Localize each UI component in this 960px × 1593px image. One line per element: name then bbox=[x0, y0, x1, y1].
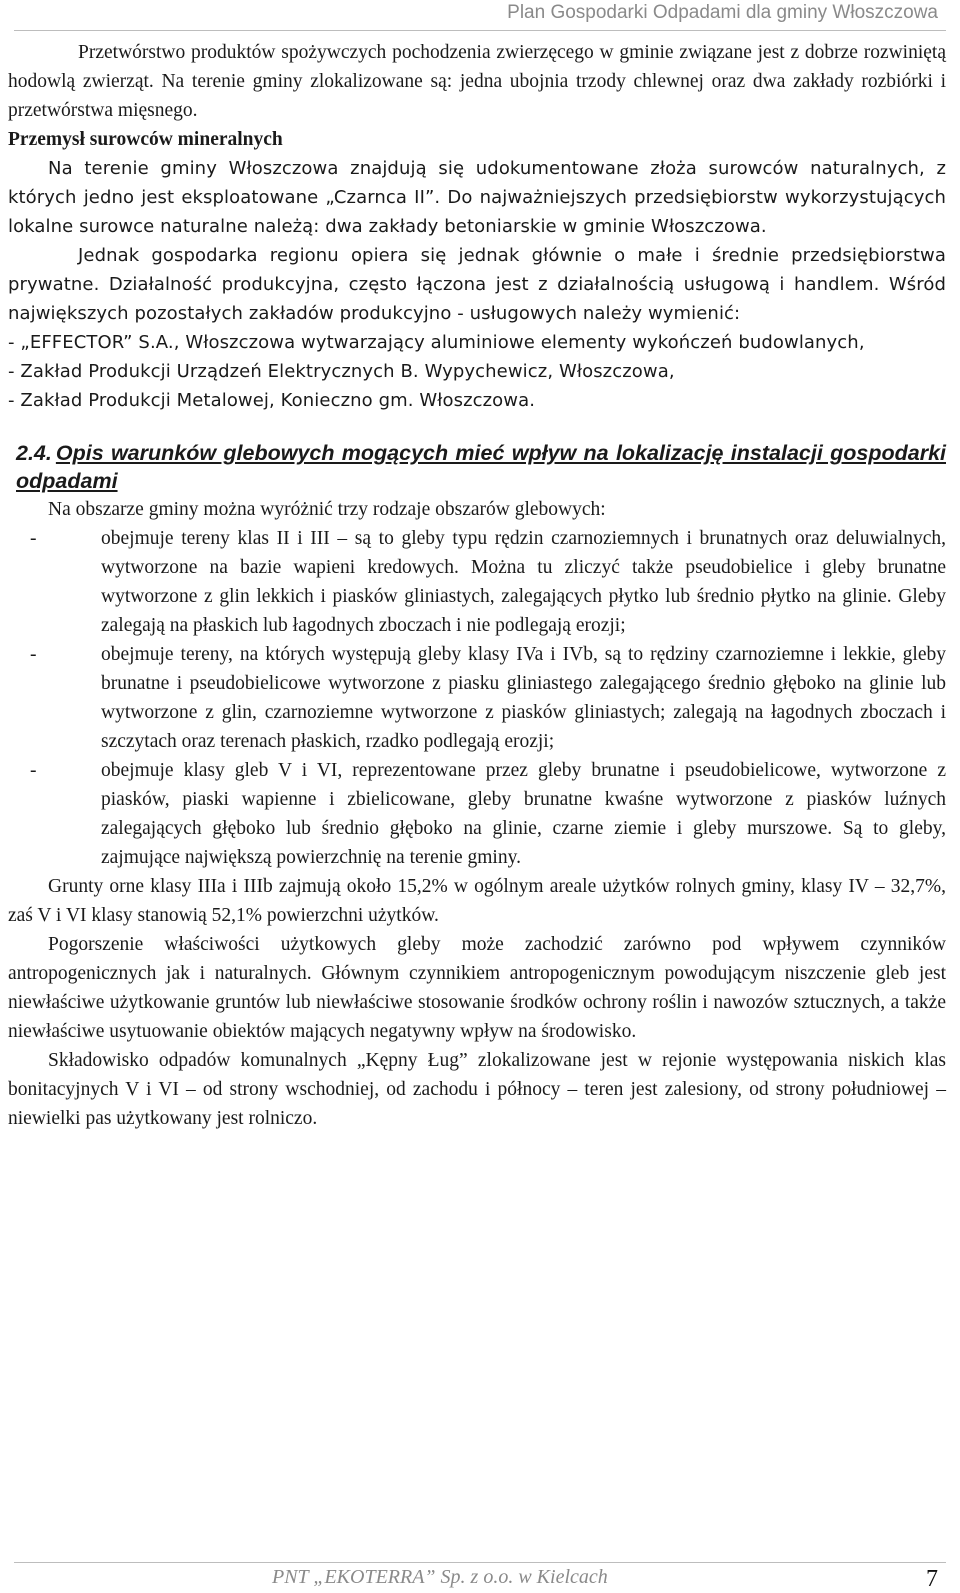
footer-company: PNT „EKOTERRA” Sp. z o.o. w Kielcach bbox=[272, 1566, 608, 1588]
paragraph-landfill: Składowisko odpadów komunalnych „Kępny Ług” zlokalizowane jest w rejonie występowania niskich klas bonitacyjnych V i VI – od strony wschodniej, od zachodu i północy – teren jest zalesiony, od strony południowej – niewielki pas użytkowany jest rolniczo. bbox=[8, 1050, 946, 1129]
footer-divider bbox=[14, 1562, 946, 1563]
header-title: Plan Gospodarki Odpadami dla gminy Włoszczowa bbox=[507, 2, 938, 23]
list-dash: - bbox=[30, 528, 37, 549]
company-item: - Zakład Produkcji Urządzeń Elektrycznych B. Wypychewicz, Włoszczowa, bbox=[8, 361, 675, 382]
list-item-text: obejmuje tereny, na których występują gleby klasy IVa i IVb, są to rędziny czarnoziemne i lekkie, gleby brunatne i pseudobielicowe wytworzone z piasku gliniastego zalegającego średnio głęboko na glinie lub wytworzone z glin, czarnoziemne wytworzone z piasków gliniastych; zalegają na łagodnych zboczach i szczytach oraz terenach płaskich, rzadko podlegają erozji; bbox=[101, 644, 946, 752]
soil-types-list bbox=[8, 524, 946, 872]
subheading-minerals: Przemysł surowców mineralnych bbox=[8, 129, 283, 150]
header-divider bbox=[14, 30, 946, 31]
paragraph-minerals: Na terenie gminy Włoszczowa znajdują się udokumentowane złoża surowców naturalnych, z których jedno jest eksploatowane „Czarnca II”. Do najważniejszych przedsiębiorstw wykorzystujących lokalne surowce naturalne należą: dwa zakłady betoniarskie w gminie Włoszczowa. bbox=[8, 158, 946, 237]
minerals-block bbox=[8, 154, 946, 415]
paragraph-arable-land: Grunty orne klasy IIIa i IIIb zajmują około 15,2% w ogólnym areale użytków rolnych gminy, klasy IV – 32,7%, zaś V i VI klasy stanowią 52,1% powierzchni użytków. bbox=[8, 876, 946, 926]
paragraph-food-processing: Przetwórstwo produktów spożywczych pochodzenia zwierzęcego w gminie związane jest z dobrze rozwiniętą hodowlą zwierząt. Na terenie gminy zlokalizowane są: jedna ubojnia trzody chlewnej oraz dwa zakłady rozbiórki i przetwórstwa mięsnego. bbox=[8, 42, 946, 121]
list-item bbox=[8, 640, 946, 756]
section-heading bbox=[8, 439, 946, 495]
section-title: Opis warunków glebowych mogących mieć wpływ na lokalizację instalacji gospodarki odpadami bbox=[16, 441, 946, 493]
section-number: 2.4. bbox=[16, 441, 52, 465]
list-dash: - bbox=[30, 644, 37, 665]
paragraph-soil-degradation: Pogorszenie właściwości użytkowych gleby może zachodzić zarówno pod wpływem czynników antropogenicznych jak i naturalnych. Głównym czynnikiem antropogenicznym powodującym niszczenie gleb jest niewłaściwe użytkowanie gruntów lub niewłaściwe stosowanie środków ochrony roślin i nawozów sztucznych, a także niewłaściwe usytuowanie obiektów mających negatywny wpływ na środowisko. bbox=[8, 934, 946, 1042]
page-footer bbox=[0, 1548, 960, 1593]
list-item bbox=[8, 756, 946, 872]
paragraph-economy: Jednak gospodarka regionu opiera się jednak głównie o małe i średnie przedsiębiorstwa prywatne. Działalność produkcyjna, często łączona jest z działalnością usługową i handlem. Wśród największych pozostałych zakładów produkcyjno - usługowych należy wymienić: bbox=[8, 245, 946, 324]
page-content bbox=[8, 38, 946, 1133]
page-number: 7 bbox=[926, 1566, 938, 1592]
list-dash: - bbox=[30, 760, 37, 781]
list-item-text: obejmuje tereny klas II i III – są to gleby typu rędzin czarnoziemnych i brunatnych oraz deluwialnych, wytworzone na bazie wapieni kredowych. Można tu zliczyć także pseudobielice i gleby brunatne wytworzone z glin lekkich i piasków gliniastych, zalegających płytko lub średnio płytko na glinie. Gleby zalegają na płaskich lub łagodnych zboczach i nie podlegają erozji; bbox=[101, 528, 946, 636]
company-item: - Zakład Produkcji Metalowej, Konieczno gm. Włoszczowa. bbox=[8, 390, 536, 411]
company-item: - „EFFECTOR” S.A., Włoszczowa wytwarzający aluminiowe elementy wykończeń budowlanych, bbox=[8, 332, 865, 353]
paragraph-soil-intro: Na obszarze gminy można wyróżnić trzy rodzaje obszarów glebowych: bbox=[48, 499, 606, 520]
list-item bbox=[8, 524, 946, 640]
list-item-text: obejmuje klasy gleb V i VI, reprezentowane przez gleby brunatne i pseudobielicowe, wytworzone z piasków, piaski wapienne i zbielicowane, gleby brunatne kwaśne wytworzone z piasków luźnych zalegających głęboko lub średnio głęboko na glinie, czarne ziemie i gleby murszowe. Są to gleby, zajmujące największą powierzchnię na terenie gminy. bbox=[101, 760, 946, 868]
page-header bbox=[0, 0, 960, 36]
